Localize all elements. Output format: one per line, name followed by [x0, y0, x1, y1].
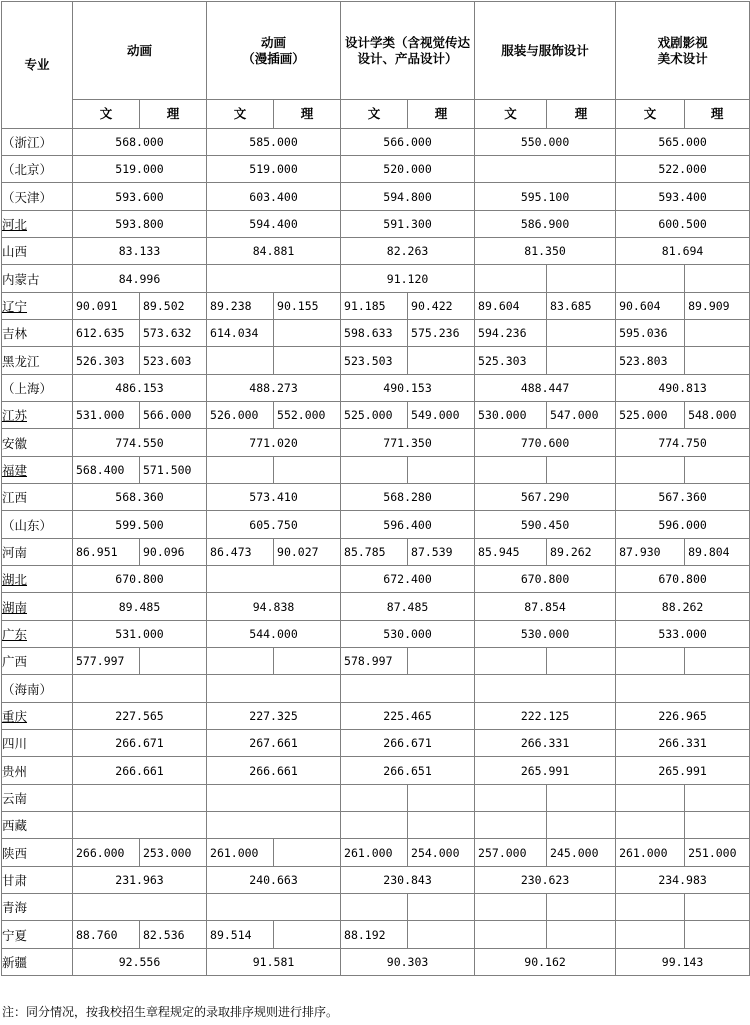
score-cell: 89.514 [207, 921, 274, 949]
score-cell [616, 785, 685, 812]
score-cell: 226.965 [616, 703, 750, 730]
score-cell: 230.623 [475, 867, 616, 894]
score-cell: 603.400 [207, 183, 341, 211]
score-cell: 89.804 [685, 539, 750, 566]
score-cell: 530.000 [341, 621, 475, 648]
province-cell: 辽宁 [2, 293, 73, 320]
score-cell: 87.539 [408, 539, 475, 566]
score-cell [547, 347, 616, 375]
score-cell: 488.447 [475, 375, 616, 402]
score-cell: 567.290 [475, 484, 616, 511]
score-cell: 595.100 [475, 183, 616, 211]
score-cell [475, 894, 547, 921]
score-cell: 550.000 [475, 129, 616, 156]
score-cell: 774.550 [73, 429, 207, 457]
score-cell [616, 894, 685, 921]
score-cell: 568.360 [73, 484, 207, 511]
score-cell: 90.604 [616, 293, 685, 320]
score-cell: 565.000 [616, 129, 750, 156]
score-cell: 670.800 [475, 566, 616, 593]
score-cell [274, 648, 341, 675]
score-cell: 549.000 [408, 402, 475, 429]
score-cell [341, 894, 408, 921]
score-cell [547, 921, 616, 949]
table-header [2, 2, 750, 129]
group-header-label: 设计学类（含视觉传达设计、产品设计） [345, 34, 471, 66]
score-cell [475, 812, 547, 839]
score-cell: 525.303 [475, 347, 547, 375]
score-cell: 234.983 [616, 867, 750, 894]
score-cell: 90.091 [73, 293, 140, 320]
score-cell: 770.600 [475, 429, 616, 457]
score-cell: 82.536 [140, 921, 207, 949]
score-cell: 225.465 [341, 703, 475, 730]
score-cell: 490.813 [616, 375, 750, 402]
province-cell: 河北 [2, 211, 73, 238]
province-cell: 重庆 [2, 703, 73, 730]
table-row [2, 211, 750, 238]
liberal-arts-header: 文 [341, 100, 408, 129]
score-cell: 595.036 [616, 320, 685, 347]
score-cell: 266.000 [73, 839, 140, 867]
score-cell: 91.120 [341, 265, 475, 293]
score-cell: 81.694 [616, 238, 750, 265]
score-cell: 568.280 [341, 484, 475, 511]
group-header [207, 2, 341, 100]
score-cell: 670.800 [616, 566, 750, 593]
score-cell: 85.785 [341, 539, 408, 566]
score-cell [685, 320, 750, 347]
score-cell: 614.034 [207, 320, 274, 347]
province-cell: 新疆 [2, 949, 73, 976]
score-cell: 670.800 [73, 566, 207, 593]
score-cell [616, 457, 685, 484]
score-cell [547, 812, 616, 839]
score-cell [207, 566, 341, 593]
score-cell: 526.303 [73, 347, 140, 375]
score-cell: 87.485 [341, 593, 475, 621]
score-cell: 89.604 [475, 293, 547, 320]
province-cell: 云南 [2, 785, 73, 812]
score-cell [547, 785, 616, 812]
liberal-arts-header: 文 [616, 100, 685, 129]
province-cell: 内蒙古 [2, 265, 73, 293]
province-cell: 陕西 [2, 839, 73, 867]
score-cell: 266.331 [616, 730, 750, 757]
science-header: 理 [408, 100, 475, 129]
score-cell [685, 457, 750, 484]
score-cell [140, 648, 207, 675]
province-cell: 福建 [2, 457, 73, 484]
score-cell [616, 265, 685, 293]
score-cell [207, 457, 274, 484]
table-row [2, 183, 750, 211]
score-cell: 251.000 [685, 839, 750, 867]
liberal-arts-header: 文 [73, 100, 140, 129]
score-cell: 566.000 [341, 129, 475, 156]
score-cell: 265.991 [475, 757, 616, 785]
score-cell: 593.600 [73, 183, 207, 211]
score-cell [475, 785, 547, 812]
score-cell: 488.273 [207, 375, 341, 402]
score-cell: 245.000 [547, 839, 616, 867]
score-cell: 774.750 [616, 429, 750, 457]
score-cell: 771.350 [341, 429, 475, 457]
score-cell [547, 894, 616, 921]
score-cell: 83.133 [73, 238, 207, 265]
score-cell [73, 812, 207, 839]
score-cell [207, 785, 341, 812]
province-cell: 江苏 [2, 402, 73, 429]
score-cell: 490.153 [341, 375, 475, 402]
score-cell: 575.236 [408, 320, 475, 347]
score-cell: 586.900 [475, 211, 616, 238]
score-cell: 89.262 [547, 539, 616, 566]
score-cell: 89.909 [685, 293, 750, 320]
score-cell [408, 347, 475, 375]
group-header [475, 2, 616, 100]
province-cell: （海南） [2, 675, 73, 703]
score-cell: 91.185 [341, 293, 408, 320]
score-cell: 266.661 [73, 757, 207, 785]
table-row [2, 402, 750, 429]
score-cell: 594.800 [341, 183, 475, 211]
score-cell [616, 648, 685, 675]
score-cell: 596.000 [616, 511, 750, 539]
score-cell: 548.000 [685, 402, 750, 429]
score-cell: 600.500 [616, 211, 750, 238]
group-header [616, 2, 750, 100]
province-cell: （山东） [2, 511, 73, 539]
score-cell [408, 812, 475, 839]
score-cell [274, 320, 341, 347]
score-cell: 84.881 [207, 238, 341, 265]
table-row [2, 238, 750, 265]
score-cell: 90.155 [274, 293, 341, 320]
province-cell: 黑龙江 [2, 347, 73, 375]
score-cell: 90.303 [341, 949, 475, 976]
score-cell: 231.963 [73, 867, 207, 894]
score-cell [73, 675, 207, 703]
group-header [73, 2, 207, 100]
score-cell: 530.000 [475, 402, 547, 429]
table-body [2, 129, 750, 976]
score-cell: 519.000 [207, 156, 341, 183]
table-row [2, 293, 750, 320]
score-cell [685, 812, 750, 839]
score-cell: 526.000 [207, 402, 274, 429]
score-cell: 227.325 [207, 703, 341, 730]
table-row [2, 675, 750, 703]
score-cell: 265.991 [616, 757, 750, 785]
score-cell: 605.750 [207, 511, 341, 539]
score-cell: 88.760 [73, 921, 140, 949]
score-cell [685, 785, 750, 812]
table-row [2, 593, 750, 621]
table-row [2, 429, 750, 457]
province-cell: 西藏 [2, 812, 73, 839]
score-cell: 90.422 [408, 293, 475, 320]
score-cell: 90.027 [274, 539, 341, 566]
score-cell [547, 320, 616, 347]
table-row [2, 539, 750, 566]
score-cell: 89.238 [207, 293, 274, 320]
score-cell: 544.000 [207, 621, 341, 648]
score-cell: 261.000 [207, 839, 274, 867]
score-cell: 266.671 [73, 730, 207, 757]
score-cell [408, 457, 475, 484]
score-cell [685, 265, 750, 293]
score-cell: 519.000 [73, 156, 207, 183]
score-cell: 88.192 [341, 921, 408, 949]
score-cell: 590.450 [475, 511, 616, 539]
score-cell [408, 648, 475, 675]
score-cell: 520.000 [341, 156, 475, 183]
province-cell: 甘肃 [2, 867, 73, 894]
score-cell: 88.262 [616, 593, 750, 621]
score-cell [475, 265, 547, 293]
score-cell: 89.502 [140, 293, 207, 320]
score-cell: 567.360 [616, 484, 750, 511]
score-cell: 591.300 [341, 211, 475, 238]
score-cell [73, 785, 207, 812]
province-cell: 湖南 [2, 593, 73, 621]
score-cell [207, 648, 274, 675]
table-row [2, 511, 750, 539]
score-cell [616, 921, 685, 949]
score-cell [207, 675, 341, 703]
score-cell [274, 347, 341, 375]
score-cell: 578.997 [341, 648, 408, 675]
table-row [2, 484, 750, 511]
score-cell: 585.000 [207, 129, 341, 156]
score-cell: 568.000 [73, 129, 207, 156]
province-cell: （北京） [2, 156, 73, 183]
score-cell [547, 457, 616, 484]
score-cell: 523.803 [616, 347, 685, 375]
score-cell: 257.000 [475, 839, 547, 867]
science-header: 理 [274, 100, 341, 129]
province-cell: 安徽 [2, 429, 73, 457]
table-row [2, 265, 750, 293]
score-cell [616, 812, 685, 839]
table-row [2, 347, 750, 375]
province-cell: 湖北 [2, 566, 73, 593]
major-header: 专业 [2, 2, 73, 129]
score-cell: 594.236 [475, 320, 547, 347]
province-cell: （天津） [2, 183, 73, 211]
score-cell: 83.685 [547, 293, 616, 320]
score-cell: 612.635 [73, 320, 140, 347]
score-cell: 89.485 [73, 593, 207, 621]
table-row [2, 812, 750, 839]
score-cell: 568.400 [73, 457, 140, 484]
score-cell: 552.000 [274, 402, 341, 429]
table-row [2, 375, 750, 402]
table-row [2, 921, 750, 949]
score-cell: 99.143 [616, 949, 750, 976]
score-cell: 577.997 [73, 648, 140, 675]
score-cell: 87.930 [616, 539, 685, 566]
score-cell: 547.000 [547, 402, 616, 429]
score-cell [207, 894, 341, 921]
score-cell: 84.996 [73, 265, 207, 293]
admission-score-table [1, 1, 750, 976]
score-cell: 230.843 [341, 867, 475, 894]
score-cell [341, 675, 475, 703]
score-cell: 571.500 [140, 457, 207, 484]
score-cell: 573.410 [207, 484, 341, 511]
score-cell: 82.263 [341, 238, 475, 265]
score-cell [274, 457, 341, 484]
province-cell: 四川 [2, 730, 73, 757]
group-header-label: 服装与服饰设计 [501, 42, 589, 58]
score-cell [475, 648, 547, 675]
table-row [2, 648, 750, 675]
score-cell: 525.000 [341, 402, 408, 429]
score-cell [685, 648, 750, 675]
score-cell: 227.565 [73, 703, 207, 730]
score-cell: 81.350 [475, 238, 616, 265]
table-row [2, 894, 750, 921]
table-row [2, 703, 750, 730]
score-cell: 523.603 [140, 347, 207, 375]
score-cell [685, 347, 750, 375]
score-cell: 254.000 [408, 839, 475, 867]
score-cell: 598.633 [341, 320, 408, 347]
score-cell: 594.400 [207, 211, 341, 238]
score-cell [475, 156, 616, 183]
score-cell [685, 921, 750, 949]
score-cell: 566.000 [140, 402, 207, 429]
score-cell [408, 921, 475, 949]
score-cell: 87.854 [475, 593, 616, 621]
table-row [2, 129, 750, 156]
table-row [2, 457, 750, 484]
score-cell [616, 675, 750, 703]
score-cell: 86.951 [73, 539, 140, 566]
score-cell [207, 265, 341, 293]
table-row [2, 621, 750, 648]
table-row [2, 566, 750, 593]
group-header [341, 2, 475, 100]
score-cell: 222.125 [475, 703, 616, 730]
score-cell: 593.400 [616, 183, 750, 211]
score-cell: 261.000 [341, 839, 408, 867]
score-cell: 531.000 [73, 402, 140, 429]
score-cell: 599.500 [73, 511, 207, 539]
score-cell: 94.838 [207, 593, 341, 621]
score-cell: 91.581 [207, 949, 341, 976]
score-cell: 253.000 [140, 839, 207, 867]
footnote: 注：同分情况，按我校招生章程规定的录取排序规则进行排序。 [2, 1005, 339, 1019]
score-cell: 530.000 [475, 621, 616, 648]
province-cell: 山西 [2, 238, 73, 265]
table-row [2, 867, 750, 894]
score-cell [207, 812, 341, 839]
science-header: 理 [547, 100, 616, 129]
score-cell [274, 839, 341, 867]
group-header-label: 动画 （漫插画） [242, 34, 305, 66]
score-cell [274, 921, 341, 949]
table-row [2, 949, 750, 976]
group-header-label: 戏剧影视 美术设计 [657, 34, 708, 66]
score-cell: 573.632 [140, 320, 207, 347]
province-cell: 江西 [2, 484, 73, 511]
science-header: 理 [140, 100, 207, 129]
score-cell [475, 921, 547, 949]
score-cell: 596.400 [341, 511, 475, 539]
score-cell [341, 812, 408, 839]
score-cell: 593.800 [73, 211, 207, 238]
liberal-arts-header: 文 [475, 100, 547, 129]
score-cell [547, 648, 616, 675]
table-row [2, 156, 750, 183]
group-header-label: 动画 [127, 42, 153, 58]
table-row [2, 730, 750, 757]
province-cell: 青海 [2, 894, 73, 921]
score-cell [475, 675, 616, 703]
score-cell [408, 894, 475, 921]
liberal-arts-header: 文 [207, 100, 274, 129]
score-cell: 533.000 [616, 621, 750, 648]
score-cell [547, 265, 616, 293]
table-row [2, 785, 750, 812]
score-cell: 90.162 [475, 949, 616, 976]
score-cell: 92.556 [73, 949, 207, 976]
score-cell: 531.000 [73, 621, 207, 648]
province-cell: 贵州 [2, 757, 73, 785]
table-row [2, 320, 750, 347]
score-cell [475, 457, 547, 484]
score-cell: 771.020 [207, 429, 341, 457]
score-cell [341, 457, 408, 484]
score-cell [207, 347, 274, 375]
score-cell [73, 894, 207, 921]
science-header: 理 [685, 100, 750, 129]
score-cell: 486.153 [73, 375, 207, 402]
score-cell: 672.400 [341, 566, 475, 593]
score-cell: 266.661 [207, 757, 341, 785]
score-cell: 266.671 [341, 730, 475, 757]
province-cell: （浙江） [2, 129, 73, 156]
table-row [2, 839, 750, 867]
province-cell: 广西 [2, 648, 73, 675]
score-cell: 523.503 [341, 347, 408, 375]
score-cell: 266.331 [475, 730, 616, 757]
score-cell: 90.096 [140, 539, 207, 566]
score-cell: 522.000 [616, 156, 750, 183]
table-row [2, 757, 750, 785]
province-cell: 宁夏 [2, 921, 73, 949]
score-cell: 86.473 [207, 539, 274, 566]
province-cell: 广东 [2, 621, 73, 648]
score-cell: 85.945 [475, 539, 547, 566]
score-cell [341, 785, 408, 812]
score-cell: 525.000 [616, 402, 685, 429]
province-cell: 吉林 [2, 320, 73, 347]
score-cell [685, 894, 750, 921]
score-cell: 266.651 [341, 757, 475, 785]
score-cell: 267.661 [207, 730, 341, 757]
score-cell: 261.000 [616, 839, 685, 867]
province-cell: 河南 [2, 539, 73, 566]
score-cell: 240.663 [207, 867, 341, 894]
province-cell: （上海） [2, 375, 73, 402]
score-cell [408, 785, 475, 812]
